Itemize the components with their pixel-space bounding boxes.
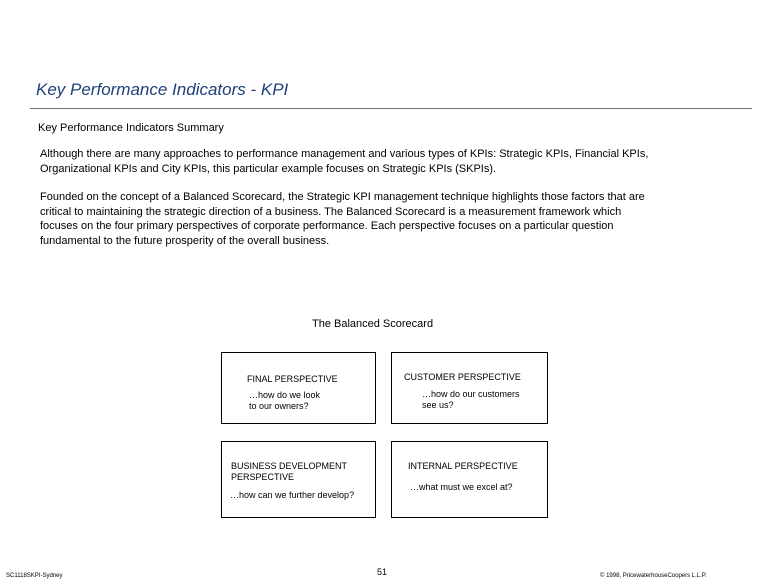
paragraph-line: Organizational KPIs and City KPIs, this particular example focuses on Strategic KPIs (SKPIs).	[40, 162, 497, 175]
page-number: 51	[377, 567, 388, 577]
perspective-label: INTERNAL PERSPECTIVE	[408, 461, 518, 471]
business-development-perspective-box	[221, 441, 376, 518]
paragraph-line: Although there are many approaches to performance management and various types of KPIs: Strategic KPIs, Financial KPIs,	[40, 148, 649, 160]
balanced-scorecard-title: The Balanced Scorecard	[312, 318, 434, 330]
footer-document-code: SC1118SKPI-Sydney	[6, 573, 63, 579]
perspective-label: PERSPECTIVE	[231, 472, 295, 482]
perspective-question: …how can we further develop?	[230, 490, 355, 500]
final-perspective-box	[221, 352, 376, 424]
paragraph-line: focuses on the four primary perspectives of corporate performance. Each perspective focuses on a particular question	[40, 220, 614, 232]
perspective-label: CUSTOMER PERSPECTIVE	[404, 372, 521, 382]
paragraph-line: critical to maintaining the strategic direction of a business. The Balanced Scorecard is a measurement framework which	[40, 205, 622, 218]
paragraph-line: fundamental to the future prosperity of the overall business.	[40, 234, 330, 247]
summary-paragraph-1	[40, 147, 730, 176]
perspective-question: …what must we excel at?	[410, 482, 513, 492]
summary-heading: Key Performance Indicators Summary	[38, 122, 224, 134]
page-title: Key Performance Indicators - KPI	[36, 80, 289, 99]
perspective-question: see us?	[422, 400, 454, 410]
perspective-label: FINAL PERSPECTIVE	[247, 374, 338, 384]
perspective-label: BUSINESS DEVELOPMENT	[231, 461, 348, 471]
perspective-question: …how do we look	[249, 390, 321, 400]
paragraph-line: Founded on the concept of a Balanced Scorecard, the Strategic KPI management technique highlights those factors that are	[40, 191, 645, 203]
internal-perspective-box	[391, 441, 548, 518]
title-divider	[30, 108, 752, 109]
perspective-question: to our owners?	[249, 401, 309, 411]
customer-perspective-box	[391, 352, 548, 424]
footer-copyright: © 1998, PricewaterhouseCoopers L.L.P.	[600, 573, 707, 579]
perspective-question: …how do our customers	[422, 389, 520, 399]
summary-paragraph-2	[40, 190, 730, 248]
